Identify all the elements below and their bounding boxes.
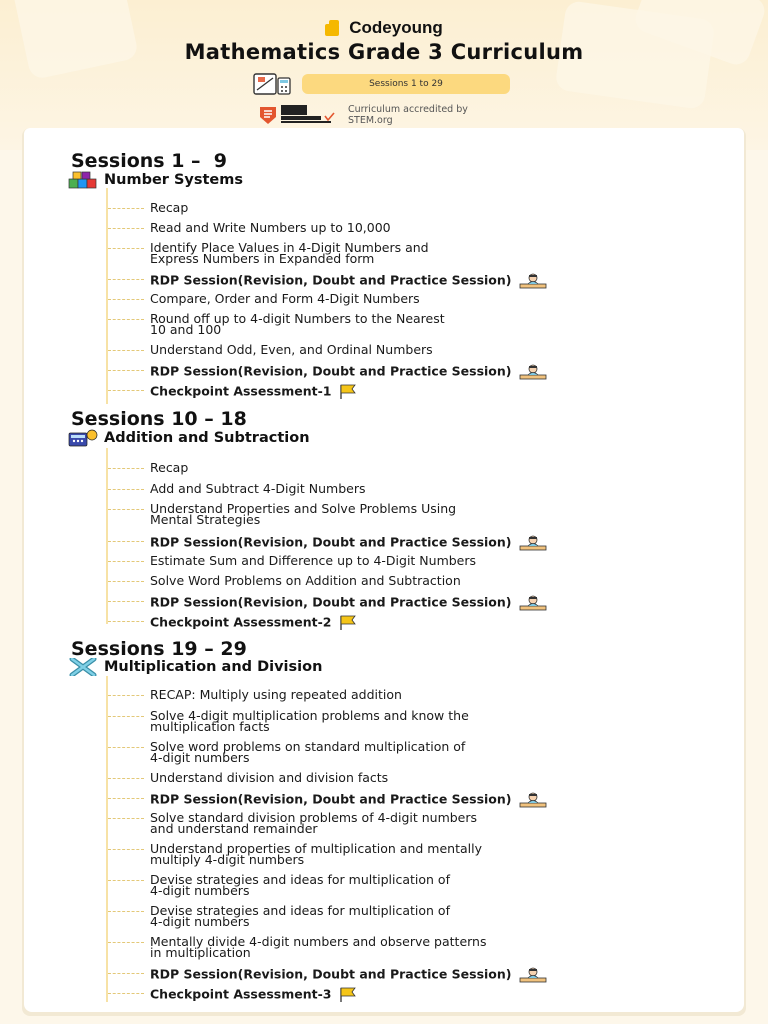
timeline-connector — [108, 319, 144, 320]
timeline-line — [106, 676, 108, 1002]
item-line1: Understand division and division facts — [150, 770, 389, 785]
topic-heading — [68, 658, 322, 676]
calculator-icon — [68, 429, 98, 447]
item-line1: Solve 4-digit multiplication problems and know the — [150, 708, 469, 723]
item-line1: RDP Session(Revision, Doubt and Practice Session) — [150, 363, 512, 379]
item-line1: RDP Session(Revision, Doubt and Practice Session) — [150, 791, 512, 807]
item-text-continued: multiplication facts — [150, 719, 270, 734]
item-text — [150, 792, 548, 808]
item-text-continued: 4-digit numbers — [150, 914, 250, 929]
teacher-icon — [518, 535, 548, 551]
timeline-line — [106, 448, 108, 624]
item-text — [150, 344, 433, 357]
item-text — [150, 364, 548, 380]
item-line1: Identify Place Values in 4-Digit Numbers and — [150, 240, 429, 255]
item-text-continued: and understand remainder — [150, 821, 318, 836]
stem-shield-icon — [258, 105, 278, 125]
timeline-connector — [108, 468, 144, 469]
timeline-line — [106, 188, 108, 404]
item-text — [150, 222, 391, 235]
item-line1: RECAP: Multiply using repeated addition — [150, 687, 402, 702]
item-line1: Add and Subtract 4-Digit Numbers — [150, 481, 366, 496]
timeline-connector — [108, 778, 144, 779]
teacher-icon — [518, 967, 548, 983]
timeline-connector — [108, 942, 144, 943]
item-line1: Checkpoint Assessment-2 — [150, 614, 332, 630]
item-text-continued: Mental Strategies — [150, 512, 261, 527]
item-line1: RDP Session(Revision, Doubt and Practice Session) — [150, 966, 512, 982]
section-title: Sessions 19 – 29 — [71, 638, 247, 660]
timeline-connector — [108, 279, 144, 280]
item-line1: RDP Session(Revision, Doubt and Practice Session) — [150, 272, 512, 288]
topic-heading — [68, 171, 243, 189]
timeline-connector — [108, 370, 144, 371]
item-line1: RDP Session(Revision, Doubt and Practice Session) — [150, 534, 512, 550]
item-text — [150, 384, 358, 400]
teacher-icon — [518, 792, 548, 808]
item-text — [150, 689, 402, 702]
curriculum-card — [24, 128, 744, 1012]
timeline-connector — [108, 849, 144, 850]
timeline-connector — [108, 581, 144, 582]
brand — [0, 18, 768, 40]
item-text-continued: 10 and 100 — [150, 322, 222, 337]
flag-icon — [338, 384, 358, 400]
sessions-range — [252, 72, 510, 96]
item-line1: Round off up to 4-digit Numbers to the Nearest — [150, 311, 445, 326]
timeline-connector — [108, 747, 144, 748]
timeline-connector — [108, 880, 144, 881]
brand-name: Codeyoung — [349, 18, 443, 37]
timeline-connector — [108, 208, 144, 209]
page-title: Mathematics Grade 3 Curriculum — [184, 40, 584, 64]
flag-icon — [338, 615, 358, 631]
timeline-connector — [108, 716, 144, 717]
teacher-icon — [518, 273, 548, 289]
item-text — [150, 615, 358, 631]
item-line1: Estimate Sum and Difference up to 4-Digit Numbers — [150, 553, 477, 568]
flag-icon — [338, 987, 358, 1003]
timeline-connector — [108, 818, 144, 819]
timeline-connector — [108, 993, 144, 994]
item-line1: Checkpoint Assessment-3 — [150, 986, 332, 1002]
item-line1: Read and Write Numbers up to 10,000 — [150, 220, 391, 235]
teacher-icon — [518, 364, 548, 380]
timeline-connector — [108, 695, 144, 696]
item-line1: Checkpoint Assessment-1 — [150, 383, 332, 399]
timeline-connector — [108, 248, 144, 249]
item-text — [150, 595, 548, 611]
stem-wordmark-icon — [281, 105, 339, 125]
blocks-icon — [68, 171, 98, 189]
topic-name: Number Systems — [104, 172, 244, 188]
item-line1: Compare, Order and Form 4-Digit Numbers — [150, 291, 420, 306]
timeline-connector — [108, 509, 144, 510]
item-text — [150, 575, 461, 588]
item-text — [150, 535, 548, 551]
timeline-connector — [108, 541, 144, 542]
timeline-connector — [108, 228, 144, 229]
timeline-connector — [108, 621, 144, 622]
item-text — [150, 772, 388, 785]
section-title: Sessions 10 – 18 — [71, 408, 247, 430]
item-text — [150, 967, 548, 983]
codeyoung-logo-icon — [325, 20, 343, 36]
timeline-connector — [108, 973, 144, 974]
accreditation-line2: STEM.org — [348, 115, 393, 126]
item-line1: RDP Session(Revision, Doubt and Practice Session) — [150, 594, 512, 610]
timeline-connector — [108, 601, 144, 602]
accreditation — [258, 104, 468, 126]
item-line1: Solve Word Problems on Addition and Subtraction — [150, 573, 461, 588]
item-text-continued: in multiplication — [150, 945, 251, 960]
item-text-continued: 4-digit numbers — [150, 750, 250, 765]
item-line1: Recap — [150, 200, 189, 215]
topic-name: Addition and Subtraction — [104, 430, 310, 446]
item-line1: Mentally divide 4-digit numbers and observe patterns — [150, 934, 487, 949]
item-line1: Solve word problems on standard multiplication of — [150, 739, 466, 754]
item-line1: Understand Odd, Even, and Ordinal Numbers — [150, 342, 433, 357]
timeline-connector — [108, 911, 144, 912]
sessions-badge: Sessions 1 to 29 — [302, 74, 510, 94]
timeline-connector — [108, 489, 144, 490]
timeline-connector — [108, 798, 144, 799]
teacher-icon — [518, 595, 548, 611]
item-text — [150, 462, 188, 475]
item-line1: Understand properties of multiplication and mentally — [150, 841, 482, 856]
timeline-connector — [108, 561, 144, 562]
item-text — [150, 293, 420, 306]
stem-accredited-badge — [258, 105, 340, 125]
item-line1: Recap — [150, 460, 189, 475]
item-line1: Devise strategies and ideas for multiplication of — [150, 872, 450, 887]
multiply-icon — [68, 658, 98, 676]
item-text — [150, 987, 358, 1003]
timeline-connector — [108, 299, 144, 300]
topic-heading — [68, 429, 310, 447]
topic-name: Multiplication and Division — [104, 659, 323, 675]
item-text-continued: Express Numbers in Expanded form — [150, 251, 375, 266]
item-text — [150, 483, 365, 496]
item-text-continued: multiply 4-digit numbers — [150, 852, 305, 867]
item-text — [150, 273, 548, 289]
section-title: Sessions 1 – 9 — [71, 150, 227, 172]
math-tools-icon — [252, 72, 292, 96]
item-text — [150, 202, 188, 215]
timeline-connector — [108, 390, 144, 391]
timeline-connector — [108, 350, 144, 351]
item-line1: Devise strategies and ideas for multiplication of — [150, 903, 450, 918]
item-line1: Solve standard division problems of 4-digit numbers — [150, 810, 478, 825]
item-line1: Understand Properties and Solve Problems Using — [150, 501, 457, 516]
accreditation-line1: Curriculum accredited by — [348, 104, 468, 115]
item-text — [150, 555, 476, 568]
item-text-continued: 4-digit numbers — [150, 883, 250, 898]
